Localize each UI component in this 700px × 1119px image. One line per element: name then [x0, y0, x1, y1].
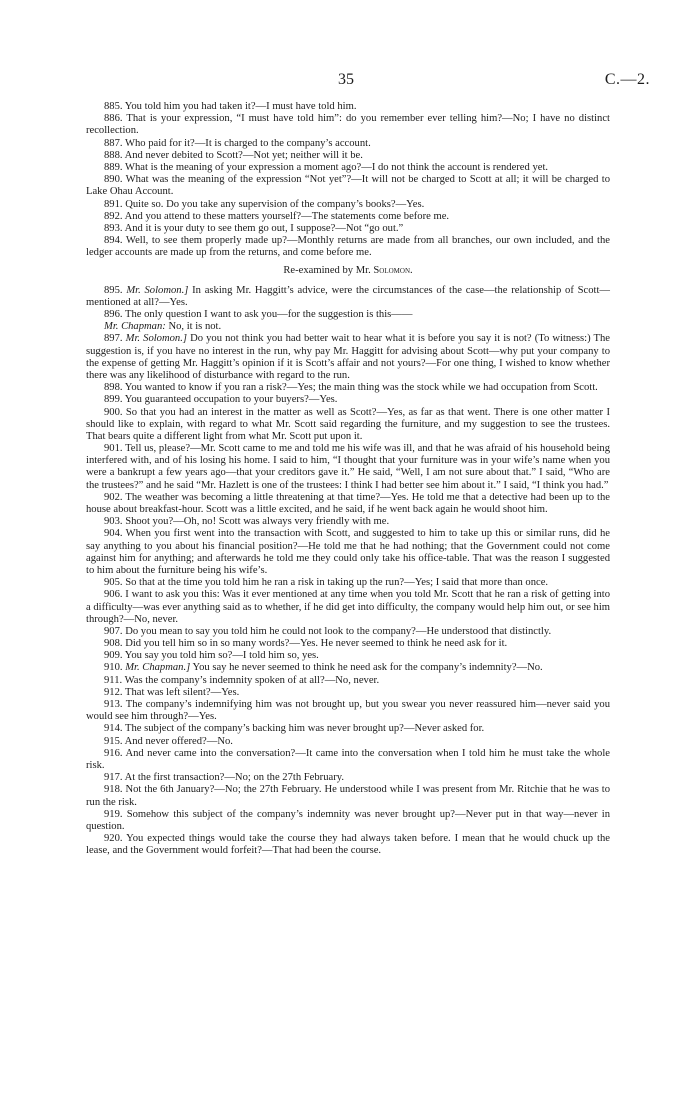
paragraph-888: 888. And never debited to Scott?—Not yet; neither will it be. — [104, 149, 363, 161]
q897-text: Do you not think you had better wait to hear what it is before you say it is not? (To witness:) The suggestion is, if you have no interest in the run, why pay Mr. Haggitt for advising about Scott—why put your company to the expense of getting Mr. Haggitt’s opinion if it is Scott’s affair and not yours?—For one thing, I wished to know whether there was any likelihood of disturbance with regard to the run. — [86, 333, 610, 381]
paragraph-887: 887. Who paid for it?—It is charged to the company’s account. — [104, 137, 371, 149]
q897-number: 897. — [104, 333, 123, 345]
paragraph-916: 916. And never came into the conversation?—It came into the conversation when I told him he must take the whole risk. — [86, 747, 610, 771]
reexam-name: Solomon. — [373, 265, 413, 277]
paragraph-913: 913. The company’s indemnifying him was not brought up, but you swear you never reassured him—never said you would see him through?—Yes. — [86, 699, 610, 723]
paragraph-885: 885. You told him you had taken it?—I must have told him. — [104, 101, 357, 112]
paragraph-894: 894. Well, to see them properly made up?—Monthly returns are made from all branches, our own included, and the ledger accounts are made up from the returns, and come before me. — [86, 235, 610, 259]
q910-number: 910. — [104, 662, 123, 674]
paragraph-904: 904. When you first went into the transaction with Scott, and suggested to him to take up this or similar runs, did he say anything to you about his financial position?—He told me that he had nothing; that the Government could not come against him for anything; and afterwards he told me they could only take his office-table. That was the reason I suggested to him about the furniture being his wife’s. — [86, 528, 610, 576]
paragraph-886: 886. That is your expression, “I must have told him”: do you remember ever telling him?—No; I have no distinct recollection. — [86, 113, 610, 137]
page-header — [0, 71, 700, 91]
paragraph-920: 920. You expected things would take the course they had always taken before. I mean that he would chuck up the lease, and the Government would forfeit?—That had been the course. — [86, 833, 610, 857]
chapman-speaker: Mr. Chapman: — [104, 321, 166, 333]
document-reference: C.—2. — [604, 71, 650, 88]
q910-speaker: Mr. Chapman.] — [125, 662, 191, 674]
paragraph-898: 898. You wanted to know if you ran a risk?—Yes; the main thing was the stock while we had occupation from Scott. — [104, 382, 598, 394]
paragraph-901: 901. Tell us, please?—Mr. Scott came to me and told me his wife was ill, and that he was afraid of his household being interfered with, and of his losing his home. I said to him, “I thought that your furniture was in your wife’s name when you were a bankrupt a few years ago—that your creditors gave it.” He said, “Well, I am not sure about that.” I said, “Who are the trustees?” and he said “Mr. Hazlett is one of the trustees: I think I had better see him about it.” I said, “I think you had.” — [86, 443, 610, 491]
paragraph-897 — [86, 333, 610, 382]
q910-text: You say he never seemed to think he need ask for the company’s indemnity?—No. — [190, 662, 543, 674]
reexam-prefix: Re-examined by Mr. — [283, 265, 371, 277]
paragraph-891: 891. Quite so. Do you take any supervision of the company’s books?—Yes. — [104, 198, 425, 210]
paragraph-900: 900. So that you had an interest in the matter as well as Scott?—Yes, as far as that went. There is one other matter I should like to explain, with regard to what Mr. Scott said regarding the furniture, and my suggestion to see the trustees. That bears quite a different light from what Mr. Scott put upon it. — [86, 406, 610, 442]
paragraph-895 — [86, 285, 610, 309]
paragraph-892: 892. And you attend to these matters yourself?—The statements come before me. — [104, 210, 450, 222]
chapman-interjection — [86, 321, 610, 333]
page-number: 35 — [338, 71, 354, 88]
paragraph-919: 919. Somehow this subject of the company’s indemnity was never brought up?—Never put in that way—never in question. — [86, 808, 610, 832]
q895-number: 895. — [104, 284, 123, 296]
paragraph-910 — [86, 662, 610, 674]
paragraph-896: 896. The only question I want to ask you—for the suggestion is this—— — [104, 309, 413, 320]
paragraph-918: 918. Not the 6th January?—No; the 27th February. He understood while I was present from Mr. Ritchie that he was to run the risk. — [86, 784, 610, 808]
paragraph-914: 914. The subject of the company’s backing him was never brought up?—Never asked for. — [104, 723, 485, 735]
paragraph-890: 890. What was the meaning of the expression “Not yet”?—It will not be charged to Scott at all; it will be charged to Lake Ohau Account. — [86, 174, 610, 198]
paragraph-917: 917. At the first transaction?—No; on the 27th February. — [104, 772, 344, 784]
paragraph-907: 907. Do you mean to say you told him he could not look to the company?—He understood that distinctly. — [104, 625, 552, 637]
paragraph-893: 893. And it is your duty to see them go out, I suppose?—Not “go out.” — [104, 222, 404, 234]
chapman-text: No, it is not. — [165, 321, 222, 333]
paragraph-902: 902. The weather was becoming a little threatening at that time?—Yes. He told me that a detective had been up to the house about breakfast-hour. Scott was a little excited, and he said, if he went back again he would shoot him. — [86, 491, 610, 515]
paragraph-906: 906. I want to ask you this: Was it ever mentioned at any time when you told Mr. Scott that he ran a risk of getting into a difficulty—was ever anything said as to whether, if he did get into difficulty, the company would help him out, or see him through?—No, never. — [86, 589, 610, 625]
paragraph-912: 912. That was left silent?—Yes. — [104, 686, 240, 698]
paragraph-889: 889. What is the meaning of your expression a moment ago?—I do not think the account is rendered yet. — [104, 161, 549, 173]
q895-speaker: Mr. Solomon.] — [126, 284, 189, 296]
paragraph-908: 908. Did you tell him so in so many words?—Yes. He never seemed to think he need ask for it. — [104, 638, 508, 650]
paragraph-899: 899. You guaranteed occupation to your buyers?—Yes. — [104, 394, 338, 406]
q895-text: In asking Mr. Haggitt’s advice, were the circumstances of the case—the relationship of Scott—mentioned at all?—Yes. — [86, 284, 611, 308]
transcript-body — [86, 101, 610, 857]
paragraph-905: 905. So that at the time you told him he ran a risk in taking up the run?—Yes; I said that more than once. — [104, 577, 549, 589]
paragraph-903: 903. Shoot you?—Oh, no! Scott was always very friendly with me. — [104, 516, 390, 528]
section-heading — [86, 265, 610, 277]
paragraph-915: 915. And never offered?—No. — [104, 735, 233, 747]
q897-speaker: Mr. Solomon.] — [125, 333, 187, 345]
paragraph-909: 909. You say you told him so?—I told him so, yes. — [104, 650, 319, 662]
paragraph-911: 911. Was the company’s indemnity spoken of at all?—No, never. — [104, 674, 380, 686]
